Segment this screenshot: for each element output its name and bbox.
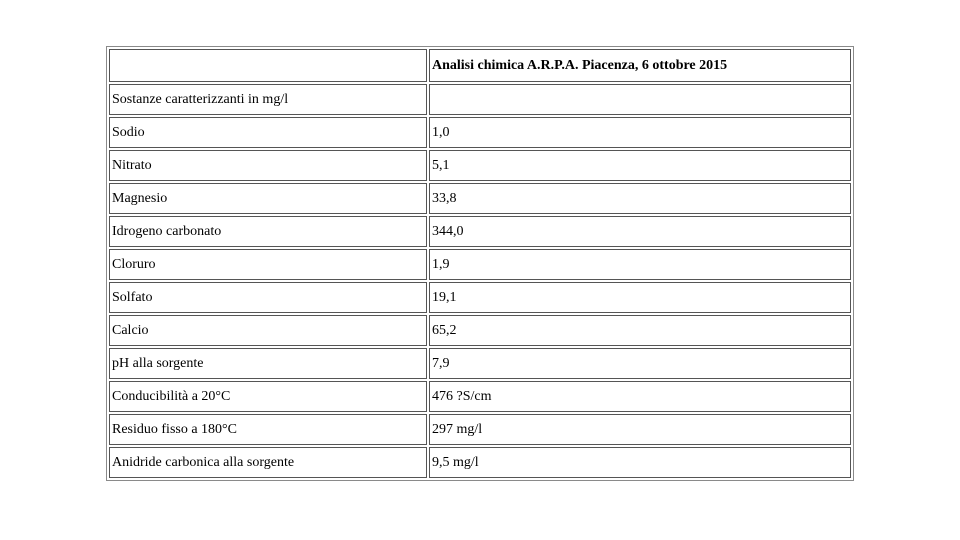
row-value: 65,2 [429,315,851,346]
row-label: Solfato [109,282,427,313]
row-label: Idrogeno carbonato [109,216,427,247]
header-cell-empty [109,49,427,82]
table-row [109,216,851,247]
analysis-table [107,47,853,480]
row-value: 9,5 mg/l [429,447,851,478]
table-row [109,150,851,181]
row-value: 344,0 [429,216,851,247]
table-row [109,348,851,379]
row-label: Calcio [109,315,427,346]
table-row [109,249,851,280]
row-value [429,84,851,115]
table-row [109,315,851,346]
row-label: Conducibilità a 20°C [109,381,427,412]
row-value: 19,1 [429,282,851,313]
row-label: Sostanze caratterizzanti in mg/l [109,84,427,115]
table-row [109,84,851,115]
row-value: 7,9 [429,348,851,379]
table-row [109,414,851,445]
row-label: Magnesio [109,183,427,214]
row-label: pH alla sorgente [109,348,427,379]
header-cell-title: Analisi chimica A.R.P.A. Piacenza, 6 ottobre 2015 [429,49,851,82]
row-value: 1,9 [429,249,851,280]
table-row [109,117,851,148]
table-row [109,282,851,313]
row-value: 476 ?S/cm [429,381,851,412]
row-value: 5,1 [429,150,851,181]
row-value: 297 mg/l [429,414,851,445]
table-row [109,381,851,412]
analysis-table-frame [106,46,854,481]
row-label: Residuo fisso a 180°C [109,414,427,445]
table-header-row [109,49,851,82]
row-value: 1,0 [429,117,851,148]
row-label: Sodio [109,117,427,148]
table-row [109,183,851,214]
row-label: Anidride carbonica alla sorgente [109,447,427,478]
row-label: Nitrato [109,150,427,181]
table-row [109,447,851,478]
row-label: Cloruro [109,249,427,280]
row-value: 33,8 [429,183,851,214]
